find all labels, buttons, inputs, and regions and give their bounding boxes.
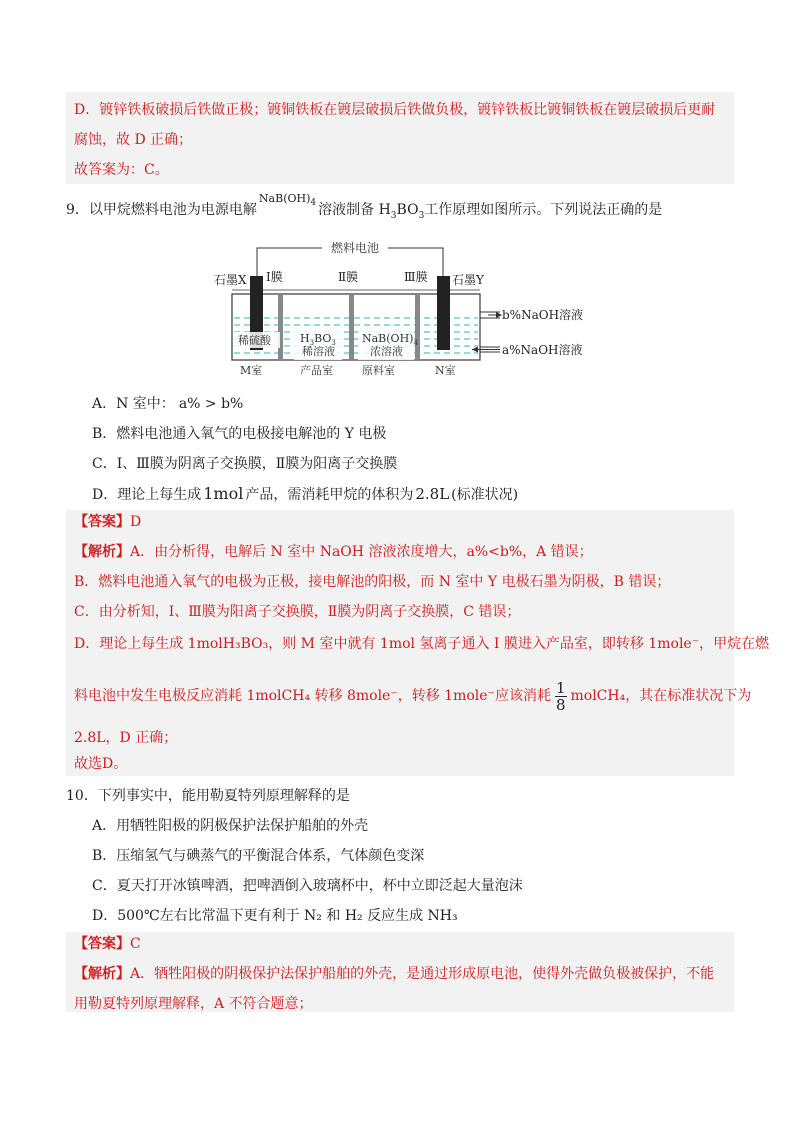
membrane-3 [415,294,420,360]
prev-answer-line-2: 腐蚀，故 D 正确； [74,132,193,148]
q9-conclusion: 故选D。 [74,756,128,772]
q9-analysis-d2: 料电池中发生电极反应消耗 1molCH₄ 转移 8mole⁻，转移 1mole⁻应该消耗 $\frac{1}{8}$ molCH₄，其在标准状况下为 [74,678,752,714]
q9-analysis-c: C．由分析知，Ⅰ、Ⅲ膜为阳离子交换膜，Ⅱ膜为阴离子交换膜，C 错误； [74,604,521,620]
solution-raw-1: $NaB(OH)_4$ [362,332,418,347]
solution-m: 稀硫酸 [238,334,271,347]
solution-raw-2: 浓溶液 [370,345,403,358]
solution-product-1: $H_3BO_3$ [300,332,336,347]
q9-option-c[interactable]: C．Ⅰ、Ⅲ膜为阴离子交换膜，Ⅱ膜为阳离子交换膜 [92,456,398,472]
room-n: N室 [435,364,456,377]
q10-option-d[interactable]: D．500℃左右比常温下更有利于 N₂ 和 H₂ 反应生成 NH₃ [92,908,458,924]
prev-answer-line-3: 故答案为：C。 [74,162,169,178]
room-raw: 原料室 [362,364,395,377]
q10-option-b[interactable]: B．压缩氢气与碘蒸气的平衡混合体系，气体颜色变深 [92,848,425,864]
battery-label: 燃料电池 [330,241,380,255]
inlet-label: a%NaOH溶液 [502,343,583,357]
room-product: 产品室 [300,364,333,377]
q10-answer: 【答案】C [74,936,141,952]
membrane-2-label: Ⅱ膜 [338,270,359,284]
q9-analysis-a: 【解析】A．由分析得，电解后 N 室中 NaOH 溶液浓度增大，a%<b%，A 错误； [74,544,593,560]
q9-option-d[interactable]: D．理论上每生成 1mol 产品，需消耗甲烷的体积为 2.8L (标准状况) [92,484,519,503]
q9-stem: 9．以甲烷燃料电池为电源电解$^{NaB(OH)_4}$ 溶液制备 $H_3BO_3$工作原理如图所示。下列说法正确的是 [66,192,663,221]
solution-product-2: 稀溶液 [302,345,335,358]
electrode-y-label: 石墨Y [452,273,484,287]
membrane-2 [349,294,354,360]
q9-answer: 【答案】D [74,514,142,530]
q9-option-a[interactable]: A．N 室中： a% > b% [92,396,244,412]
q9-analysis-d3: 2.8L，D 正确； [74,730,178,746]
electrolysis-diagram [210,234,610,380]
electrode-x-label: 石墨X [214,273,247,287]
q10-option-c[interactable]: C．夏天打开冰镇啤酒，把啤酒倒入玻璃杯中，杯中立即泛起大量泡沫 [92,878,523,894]
electrode-y [437,276,450,350]
fraction-one-eighth: $\frac{1}{8}$ [555,678,566,714]
q9-option-b[interactable]: B．燃料电池通入氧气的电极接电解池的 Y 电极 [92,426,387,442]
q9-formula: NaB(OH)4 [258,192,317,209]
q9-stem-part-c: BO [396,202,419,218]
q9-stem-part-a: 9．以甲烷燃料电池为电源电解 [66,202,257,218]
prev-answer-line-1: D．镀锌铁板破损后铁做正极；镀铜铁板在镀层破损后铁做负极，镀锌铁板比镀铜铁板在镀层破损后更耐 [74,102,716,118]
outlet-label: b%NaOH溶液 [502,308,584,322]
q10-analysis-a2: 用勒夏特列原理解释，A 不符合题意； [74,996,313,1012]
room-m: M室 [240,364,263,377]
membrane-3-label: Ⅲ膜 [404,270,428,284]
membrane-1-label: Ⅰ膜 [266,270,283,284]
q10-analysis-a1: 【解析】A．牺牲阳极的阴极保护法保护船舶的外壳，是通过形成原电池，使得外壳做负极被保护，不能 [74,966,715,982]
q9-stem-part-d: 工作原理如图所示。下列说法正确的是 [424,202,663,218]
q9-analysis-d1: D．理论上每生成 1molH₃BO₃，则 M 室中就有 1mol 氢离子通入 Ⅰ 膜进入产品室，即转移 1mole⁻，甲烷在燃 [74,636,770,652]
q9-stem-part-b: 溶液制备 H [318,202,391,218]
q10-option-a[interactable]: A．用牺牲阳极的阴极保护法保护船舶的外壳 [92,818,369,834]
q10-stem: 10．下列事实中，能用勒夏特列原理解释的是 [66,788,350,804]
membrane-1 [278,294,283,360]
q9-analysis-b: B．燃料电池通入氧气的电极为正极，接电解池的阳极，而 N 室中 Y 电极石墨为阴极，B 错误； [74,574,671,590]
